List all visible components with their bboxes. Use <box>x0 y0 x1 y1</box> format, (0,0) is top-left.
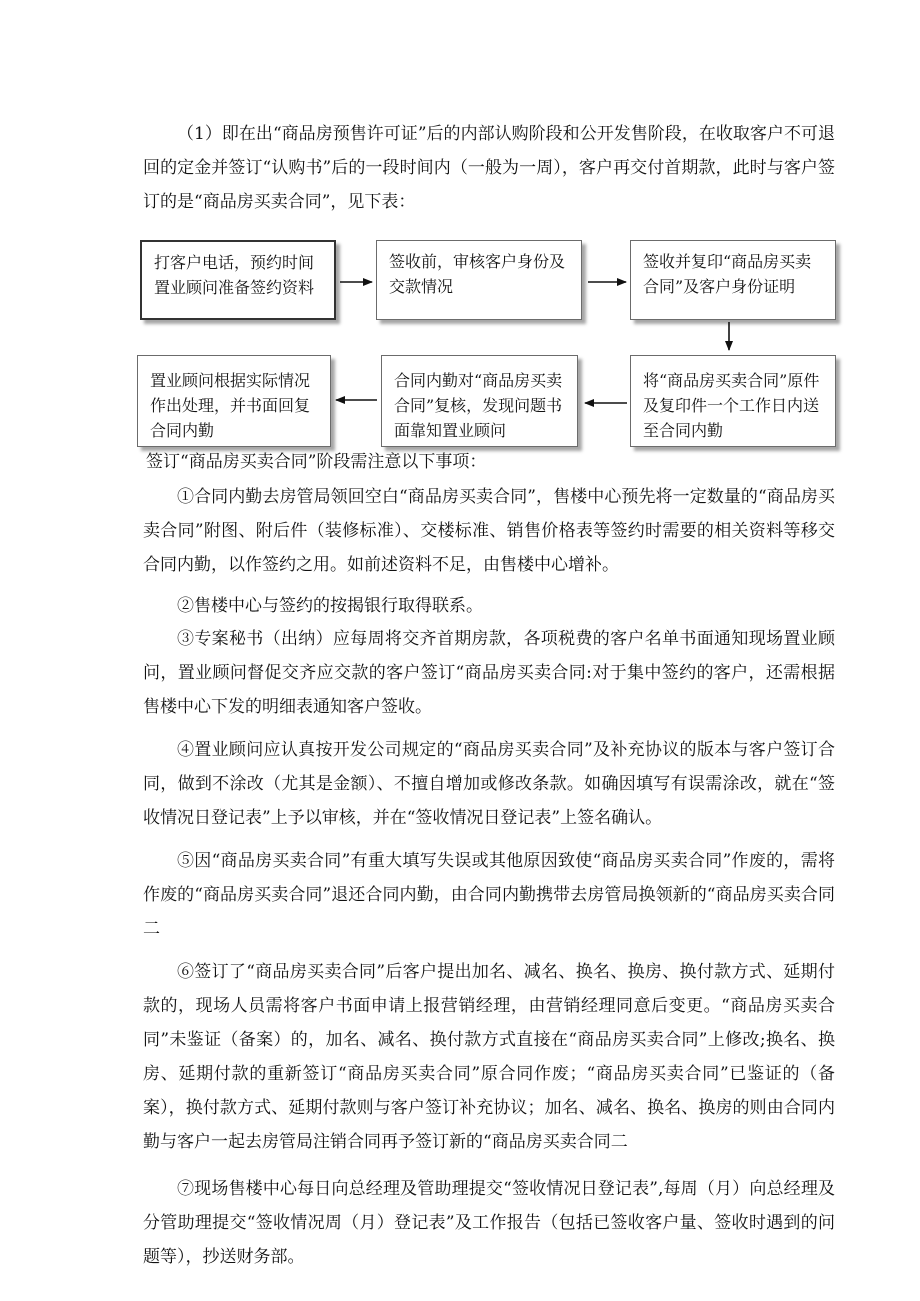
flow-step-3: 签收并复印“商品房买卖合同”及客户身份证明 <box>630 240 836 320</box>
notice-item-5: ⑤因“商品房买卖合同”有重大填写失误或其他原因致使“商品房买卖合同”作废的，需将作废的“商品房买卖合同”退还合同内勤，由合同内勤携带去房管局换领新的“商品房买卖合同二 <box>143 851 835 939</box>
intro-paragraph: （1）即在出“商品房预售许可证”后的内部认购阶段和公开发售阶段，在收取客户不可退回的定金并签订“认购书”后的一段时间内（一般为一周），客户再交付首期款，此时与客户签订的是“商品房买卖合同”，见下表： <box>143 124 835 212</box>
notice-item-6: ⑥签订了“商品房买卖合同”后客户提出加名、减名、换名、换房、换付款方式、延期付款的，现场人员需将客户书面申请上报营销经理，由营销经理同意后变更。“商品房买卖合同”未鉴证（备案）的，加名、减名、换付款方式直接在“商品房买卖合同”上修改;换名、换房、延期付款的重新签订“商品房买卖合同”原合同作废；“商品房买卖合同”已鉴证的（备案），换付款方式、延期付款则与客户签订补充协议；加名、减名、换名、换房的则由合同内勤与客户一起去房管局注销合同再予签订新的“商品房买卖合同二 <box>143 962 835 1152</box>
notice-item-7: ⑦现场售楼中心每日向总经理及管助理提交“签收情况日登记表”,每周（月）向总经理及分管助理提交“签收情况周（月）登记表”及工作报告（包括已签收客户量、签收时遇到的问题等），抄送财务部。 <box>143 1179 835 1267</box>
flow-step-2: 签收前，审核客户身份及交款情况 <box>376 240 582 320</box>
notice-heading: 签订“商品房买卖合同”阶段需注意以下事项： <box>146 452 487 472</box>
flow-step-4: 将“商品房买卖合同”原件及复印件一个工作日内送至合同内勤 <box>630 355 836 447</box>
notice-item-1: ①合同内勤去房管局领回空白“商品房买卖合同”，售楼中心预先将一定数量的“商品房买卖合同”附图、附后件（装修标准）、交楼标准、销售价格表等签约时需要的相关资料等移交合同内勤，以作签约之用。如前述资料不足，由售楼中心增补。 <box>143 487 835 575</box>
notice-item-2: ②售楼中心与签约的按揭银行取得联系。 <box>177 596 483 616</box>
notice-item-4: ④置业顾问应认真按开发公司规定的“商品房买卖合同”及补充协议的版本与客户签订合同，做到不涂改（尤其是金额）、不擅自增加或修改条款。如确因填写有误需涂改，就在“签收情况日登记表”上予以审核，并在“签收情况日登记表”上签名确认。 <box>143 740 835 828</box>
notice-item-3: ③专案秘书（出纳）应每周将交齐首期房款，各项税费的客户名单书面通知现场置业顾问，置业顾问督促交齐应交款的客户签订“商品房买卖合同:对于集中签约的客户，还需根据售楼中心下发的明细表通知客户签收。 <box>143 629 835 717</box>
flow-step-5: 合同内勤对“商品房买卖合同”复核，发现问题书面靠知置业顾问 <box>381 355 578 447</box>
flow-step-6: 置业顾问根据实际情况作出处理，并书面回复合同内勤 <box>137 355 331 447</box>
flow-step-1: 打客户电话，预约时间置业顾问准备签约资料 <box>140 240 336 320</box>
